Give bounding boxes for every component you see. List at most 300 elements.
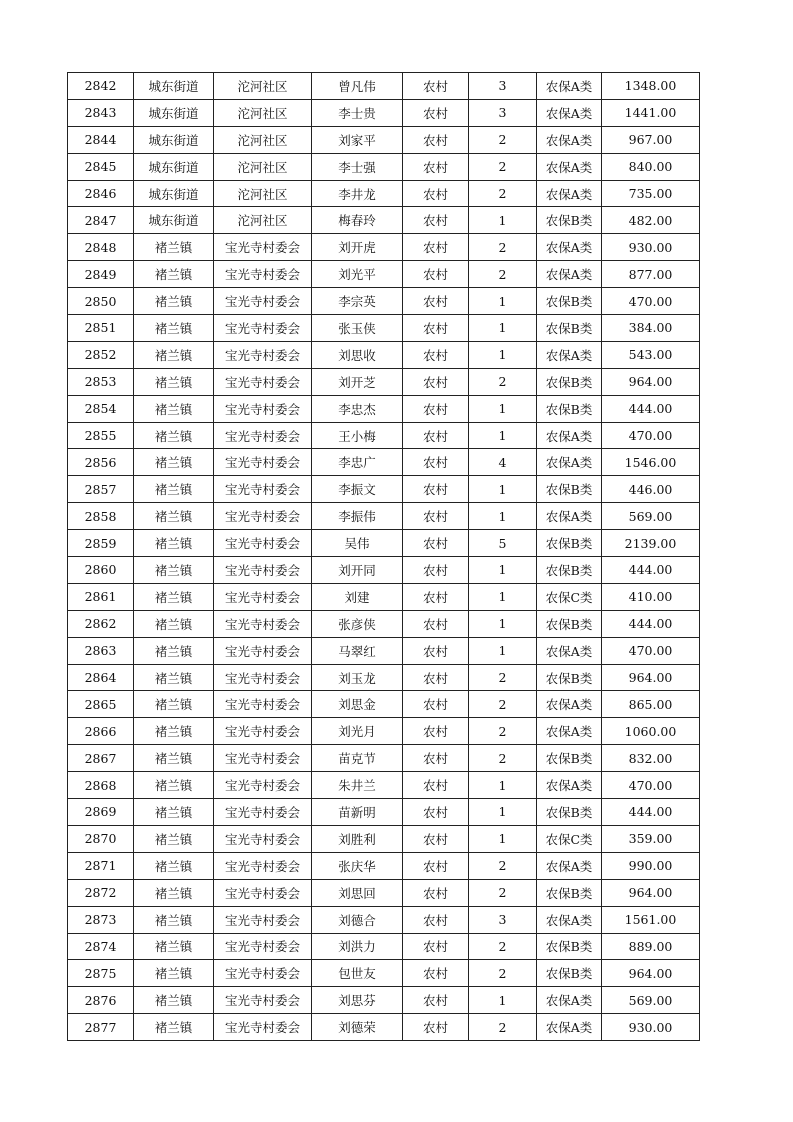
cell-town: 褚兰镇 [134, 288, 214, 315]
cell-family-size: 2 [469, 153, 537, 180]
cell-amount: 446.00 [602, 476, 700, 503]
table-row [68, 234, 700, 261]
cell-insurance-category: 农保A类 [537, 126, 602, 153]
cell-insurance-category: 农保B类 [537, 610, 602, 637]
cell-village: 宝光寺村委会 [214, 745, 312, 772]
cell-village: 宝光寺村委会 [214, 476, 312, 503]
cell-name: 曾凡伟 [312, 73, 403, 100]
cell-insurance-category: 农保B类 [537, 476, 602, 503]
cell-insurance-category: 农保A类 [537, 153, 602, 180]
cell-family-size: 4 [469, 449, 537, 476]
cell-family-size: 1 [469, 987, 537, 1014]
table-row [68, 664, 700, 691]
cell-name: 刘思芬 [312, 987, 403, 1014]
cell-amount: 1060.00 [602, 718, 700, 745]
cell-town: 褚兰镇 [134, 691, 214, 718]
cell-family-size: 1 [469, 637, 537, 664]
cell-serial-number: 2877 [68, 1014, 134, 1041]
cell-name: 张玉侠 [312, 315, 403, 342]
table-row [68, 476, 700, 503]
cell-household-type: 农村 [403, 987, 469, 1014]
cell-serial-number: 2858 [68, 503, 134, 530]
cell-town: 褚兰镇 [134, 234, 214, 261]
table-row [68, 825, 700, 852]
cell-family-size: 3 [469, 99, 537, 126]
cell-name: 苗新明 [312, 799, 403, 826]
cell-village: 沱河社区 [214, 207, 312, 234]
cell-town: 褚兰镇 [134, 933, 214, 960]
cell-insurance-category: 农保A类 [537, 906, 602, 933]
cell-village: 宝光寺村委会 [214, 960, 312, 987]
cell-insurance-category: 农保C类 [537, 825, 602, 852]
cell-town: 褚兰镇 [134, 557, 214, 584]
cell-amount: 444.00 [602, 610, 700, 637]
cell-village: 沱河社区 [214, 126, 312, 153]
cell-name: 刘思收 [312, 341, 403, 368]
cell-family-size: 1 [469, 395, 537, 422]
cell-family-size: 1 [469, 772, 537, 799]
cell-household-type: 农村 [403, 449, 469, 476]
cell-serial-number: 2875 [68, 960, 134, 987]
cell-serial-number: 2863 [68, 637, 134, 664]
cell-family-size: 1 [469, 583, 537, 610]
cell-town: 城东街道 [134, 73, 214, 100]
cell-family-size: 1 [469, 610, 537, 637]
cell-household-type: 农村 [403, 315, 469, 342]
table-row [68, 583, 700, 610]
table-row [68, 1014, 700, 1041]
cell-name: 刘建 [312, 583, 403, 610]
cell-insurance-category: 农保B类 [537, 315, 602, 342]
table-row [68, 772, 700, 799]
cell-amount: 2139.00 [602, 530, 700, 557]
cell-name: 刘玉龙 [312, 664, 403, 691]
cell-household-type: 农村 [403, 583, 469, 610]
cell-name: 李士贵 [312, 99, 403, 126]
cell-insurance-category: 农保C类 [537, 583, 602, 610]
cell-town: 褚兰镇 [134, 583, 214, 610]
cell-serial-number: 2876 [68, 987, 134, 1014]
cell-amount: 410.00 [602, 583, 700, 610]
cell-town: 城东街道 [134, 180, 214, 207]
cell-insurance-category: 农保A类 [537, 718, 602, 745]
assistance-roster-table [67, 72, 700, 1041]
cell-village: 宝光寺村委会 [214, 449, 312, 476]
cell-amount: 444.00 [602, 799, 700, 826]
cell-serial-number: 2844 [68, 126, 134, 153]
cell-insurance-category: 农保B类 [537, 395, 602, 422]
table-body [68, 73, 700, 1041]
cell-family-size: 2 [469, 852, 537, 879]
cell-household-type: 农村 [403, 261, 469, 288]
cell-name: 李忠广 [312, 449, 403, 476]
cell-household-type: 农村 [403, 557, 469, 584]
cell-family-size: 2 [469, 960, 537, 987]
cell-name: 李宗英 [312, 288, 403, 315]
cell-village: 沱河社区 [214, 180, 312, 207]
cell-family-size: 1 [469, 341, 537, 368]
cell-serial-number: 2872 [68, 879, 134, 906]
cell-name: 朱井兰 [312, 772, 403, 799]
cell-insurance-category: 农保B类 [537, 207, 602, 234]
cell-name: 李忠杰 [312, 395, 403, 422]
cell-town: 褚兰镇 [134, 315, 214, 342]
cell-insurance-category: 农保A类 [537, 73, 602, 100]
cell-serial-number: 2846 [68, 180, 134, 207]
cell-amount: 569.00 [602, 503, 700, 530]
cell-amount: 444.00 [602, 557, 700, 584]
cell-village: 宝光寺村委会 [214, 422, 312, 449]
cell-name: 张庆华 [312, 852, 403, 879]
cell-town: 褚兰镇 [134, 772, 214, 799]
cell-household-type: 农村 [403, 772, 469, 799]
cell-family-size: 2 [469, 745, 537, 772]
cell-village: 宝光寺村委会 [214, 664, 312, 691]
table-row [68, 637, 700, 664]
cell-household-type: 农村 [403, 234, 469, 261]
cell-serial-number: 2874 [68, 933, 134, 960]
cell-family-size: 1 [469, 799, 537, 826]
cell-household-type: 农村 [403, 126, 469, 153]
table-row [68, 745, 700, 772]
cell-insurance-category: 农保A类 [537, 987, 602, 1014]
cell-serial-number: 2869 [68, 799, 134, 826]
cell-town: 褚兰镇 [134, 718, 214, 745]
cell-serial-number: 2845 [68, 153, 134, 180]
table-row [68, 503, 700, 530]
cell-town: 褚兰镇 [134, 261, 214, 288]
cell-household-type: 农村 [403, 1014, 469, 1041]
cell-serial-number: 2843 [68, 99, 134, 126]
cell-family-size: 1 [469, 503, 537, 530]
cell-name: 刘家平 [312, 126, 403, 153]
cell-town: 褚兰镇 [134, 906, 214, 933]
cell-village: 沱河社区 [214, 153, 312, 180]
cell-family-size: 2 [469, 718, 537, 745]
cell-household-type: 农村 [403, 664, 469, 691]
cell-village: 宝光寺村委会 [214, 933, 312, 960]
cell-family-size: 1 [469, 825, 537, 852]
cell-insurance-category: 农保B类 [537, 368, 602, 395]
cell-household-type: 农村 [403, 503, 469, 530]
cell-name: 刘德荣 [312, 1014, 403, 1041]
cell-household-type: 农村 [403, 637, 469, 664]
cell-serial-number: 2861 [68, 583, 134, 610]
cell-family-size: 2 [469, 933, 537, 960]
cell-town: 褚兰镇 [134, 422, 214, 449]
cell-town: 城东街道 [134, 99, 214, 126]
cell-insurance-category: 农保A类 [537, 234, 602, 261]
cell-village: 沱河社区 [214, 99, 312, 126]
cell-family-size: 2 [469, 234, 537, 261]
cell-village: 宝光寺村委会 [214, 530, 312, 557]
cell-insurance-category: 农保A类 [537, 691, 602, 718]
cell-amount: 482.00 [602, 207, 700, 234]
cell-insurance-category: 农保B类 [537, 557, 602, 584]
cell-town: 褚兰镇 [134, 530, 214, 557]
cell-village: 宝光寺村委会 [214, 987, 312, 1014]
cell-town: 褚兰镇 [134, 368, 214, 395]
cell-family-size: 1 [469, 288, 537, 315]
cell-amount: 964.00 [602, 960, 700, 987]
cell-town: 褚兰镇 [134, 637, 214, 664]
cell-serial-number: 2854 [68, 395, 134, 422]
cell-amount: 877.00 [602, 261, 700, 288]
table-row [68, 99, 700, 126]
cell-serial-number: 2851 [68, 315, 134, 342]
cell-name: 刘开同 [312, 557, 403, 584]
cell-household-type: 农村 [403, 368, 469, 395]
table-row [68, 341, 700, 368]
cell-name: 张彦侠 [312, 610, 403, 637]
cell-family-size: 2 [469, 126, 537, 153]
cell-household-type: 农村 [403, 933, 469, 960]
cell-name: 王小梅 [312, 422, 403, 449]
cell-family-size: 3 [469, 906, 537, 933]
cell-town: 褚兰镇 [134, 852, 214, 879]
cell-village: 宝光寺村委会 [214, 234, 312, 261]
cell-town: 褚兰镇 [134, 825, 214, 852]
cell-serial-number: 2859 [68, 530, 134, 557]
cell-family-size: 3 [469, 73, 537, 100]
cell-insurance-category: 农保A类 [537, 503, 602, 530]
cell-village: 宝光寺村委会 [214, 1014, 312, 1041]
table-row [68, 530, 700, 557]
cell-village: 宝光寺村委会 [214, 906, 312, 933]
table-row [68, 691, 700, 718]
cell-name: 刘思回 [312, 879, 403, 906]
cell-town: 褚兰镇 [134, 1014, 214, 1041]
cell-family-size: 2 [469, 368, 537, 395]
cell-amount: 964.00 [602, 879, 700, 906]
cell-household-type: 农村 [403, 745, 469, 772]
table-row [68, 933, 700, 960]
table-row [68, 207, 700, 234]
cell-village: 宝光寺村委会 [214, 341, 312, 368]
cell-household-type: 农村 [403, 718, 469, 745]
cell-household-type: 农村 [403, 799, 469, 826]
cell-name: 刘光月 [312, 718, 403, 745]
cell-insurance-category: 农保B类 [537, 530, 602, 557]
cell-amount: 930.00 [602, 1014, 700, 1041]
table-row [68, 153, 700, 180]
table-row [68, 987, 700, 1014]
table-row [68, 73, 700, 100]
cell-insurance-category: 农保B类 [537, 933, 602, 960]
cell-amount: 967.00 [602, 126, 700, 153]
cell-serial-number: 2852 [68, 341, 134, 368]
cell-town: 褚兰镇 [134, 879, 214, 906]
cell-village: 宝光寺村委会 [214, 718, 312, 745]
cell-village: 宝光寺村委会 [214, 395, 312, 422]
table-row [68, 395, 700, 422]
cell-village: 宝光寺村委会 [214, 368, 312, 395]
cell-amount: 384.00 [602, 315, 700, 342]
cell-serial-number: 2867 [68, 745, 134, 772]
cell-household-type: 农村 [403, 288, 469, 315]
cell-village: 沱河社区 [214, 73, 312, 100]
table-row [68, 422, 700, 449]
cell-name: 刘开芝 [312, 368, 403, 395]
cell-amount: 964.00 [602, 368, 700, 395]
cell-serial-number: 2855 [68, 422, 134, 449]
cell-insurance-category: 农保A类 [537, 449, 602, 476]
cell-town: 褚兰镇 [134, 987, 214, 1014]
cell-family-size: 5 [469, 530, 537, 557]
cell-household-type: 农村 [403, 691, 469, 718]
cell-name: 刘思金 [312, 691, 403, 718]
cell-household-type: 农村 [403, 341, 469, 368]
cell-serial-number: 2873 [68, 906, 134, 933]
cell-amount: 840.00 [602, 153, 700, 180]
cell-amount: 865.00 [602, 691, 700, 718]
cell-insurance-category: 农保A类 [537, 1014, 602, 1041]
cell-name: 刘洪力 [312, 933, 403, 960]
table-row [68, 315, 700, 342]
cell-amount: 930.00 [602, 234, 700, 261]
cell-name: 刘光平 [312, 261, 403, 288]
cell-amount: 990.00 [602, 852, 700, 879]
cell-serial-number: 2849 [68, 261, 134, 288]
cell-amount: 569.00 [602, 987, 700, 1014]
cell-household-type: 农村 [403, 153, 469, 180]
cell-household-type: 农村 [403, 906, 469, 933]
table-row [68, 288, 700, 315]
cell-serial-number: 2871 [68, 852, 134, 879]
cell-household-type: 农村 [403, 422, 469, 449]
cell-town: 褚兰镇 [134, 341, 214, 368]
table-row [68, 960, 700, 987]
cell-village: 宝光寺村委会 [214, 852, 312, 879]
cell-name: 李振伟 [312, 503, 403, 530]
cell-name: 梅春玲 [312, 207, 403, 234]
cell-household-type: 农村 [403, 825, 469, 852]
cell-town: 城东街道 [134, 126, 214, 153]
cell-household-type: 农村 [403, 960, 469, 987]
cell-family-size: 2 [469, 180, 537, 207]
cell-family-size: 2 [469, 1014, 537, 1041]
cell-amount: 1348.00 [602, 73, 700, 100]
cell-household-type: 农村 [403, 180, 469, 207]
cell-town: 褚兰镇 [134, 799, 214, 826]
cell-insurance-category: 农保A类 [537, 261, 602, 288]
table-row [68, 449, 700, 476]
cell-amount: 470.00 [602, 288, 700, 315]
cell-family-size: 1 [469, 207, 537, 234]
cell-insurance-category: 农保B类 [537, 288, 602, 315]
cell-household-type: 农村 [403, 395, 469, 422]
cell-insurance-category: 农保A类 [537, 852, 602, 879]
cell-name: 刘德合 [312, 906, 403, 933]
cell-household-type: 农村 [403, 530, 469, 557]
cell-name: 李井龙 [312, 180, 403, 207]
cell-amount: 543.00 [602, 341, 700, 368]
cell-amount: 1441.00 [602, 99, 700, 126]
cell-village: 宝光寺村委会 [214, 315, 312, 342]
cell-household-type: 农村 [403, 207, 469, 234]
cell-town: 褚兰镇 [134, 476, 214, 503]
cell-serial-number: 2860 [68, 557, 134, 584]
cell-village: 宝光寺村委会 [214, 637, 312, 664]
cell-name: 李士强 [312, 153, 403, 180]
cell-family-size: 1 [469, 476, 537, 503]
table-row [68, 610, 700, 637]
cell-household-type: 农村 [403, 879, 469, 906]
table-row [68, 799, 700, 826]
cell-serial-number: 2847 [68, 207, 134, 234]
cell-serial-number: 2856 [68, 449, 134, 476]
cell-family-size: 1 [469, 557, 537, 584]
cell-serial-number: 2870 [68, 825, 134, 852]
cell-village: 宝光寺村委会 [214, 503, 312, 530]
table-row [68, 906, 700, 933]
cell-town: 褚兰镇 [134, 610, 214, 637]
cell-serial-number: 2853 [68, 368, 134, 395]
cell-serial-number: 2865 [68, 691, 134, 718]
cell-serial-number: 2866 [68, 718, 134, 745]
cell-name: 李振文 [312, 476, 403, 503]
table-row [68, 180, 700, 207]
cell-household-type: 农村 [403, 852, 469, 879]
cell-amount: 470.00 [602, 772, 700, 799]
cell-family-size: 1 [469, 315, 537, 342]
cell-town: 褚兰镇 [134, 449, 214, 476]
cell-insurance-category: 农保B类 [537, 799, 602, 826]
cell-insurance-category: 农保B类 [537, 745, 602, 772]
cell-village: 宝光寺村委会 [214, 825, 312, 852]
table-row [68, 261, 700, 288]
cell-amount: 470.00 [602, 422, 700, 449]
cell-family-size: 2 [469, 664, 537, 691]
cell-insurance-category: 农保B类 [537, 960, 602, 987]
table-row [68, 718, 700, 745]
cell-household-type: 农村 [403, 476, 469, 503]
cell-serial-number: 2850 [68, 288, 134, 315]
cell-village: 宝光寺村委会 [214, 583, 312, 610]
cell-serial-number: 2868 [68, 772, 134, 799]
cell-name: 包世友 [312, 960, 403, 987]
cell-village: 宝光寺村委会 [214, 772, 312, 799]
cell-town: 褚兰镇 [134, 960, 214, 987]
cell-insurance-category: 农保B类 [537, 664, 602, 691]
cell-name: 吴伟 [312, 530, 403, 557]
cell-household-type: 农村 [403, 73, 469, 100]
cell-household-type: 农村 [403, 99, 469, 126]
table-row [68, 126, 700, 153]
cell-insurance-category: 农保A类 [537, 99, 602, 126]
table-row [68, 557, 700, 584]
cell-amount: 964.00 [602, 664, 700, 691]
cell-town: 褚兰镇 [134, 503, 214, 530]
cell-amount: 359.00 [602, 825, 700, 852]
cell-serial-number: 2842 [68, 73, 134, 100]
cell-amount: 444.00 [602, 395, 700, 422]
cell-serial-number: 2857 [68, 476, 134, 503]
cell-family-size: 2 [469, 261, 537, 288]
cell-village: 宝光寺村委会 [214, 799, 312, 826]
table-row [68, 368, 700, 395]
cell-village: 宝光寺村委会 [214, 879, 312, 906]
cell-town: 褚兰镇 [134, 395, 214, 422]
cell-household-type: 农村 [403, 610, 469, 637]
cell-amount: 470.00 [602, 637, 700, 664]
cell-village: 宝光寺村委会 [214, 261, 312, 288]
cell-amount: 1546.00 [602, 449, 700, 476]
cell-serial-number: 2862 [68, 610, 134, 637]
cell-amount: 832.00 [602, 745, 700, 772]
cell-serial-number: 2864 [68, 664, 134, 691]
cell-town: 城东街道 [134, 207, 214, 234]
